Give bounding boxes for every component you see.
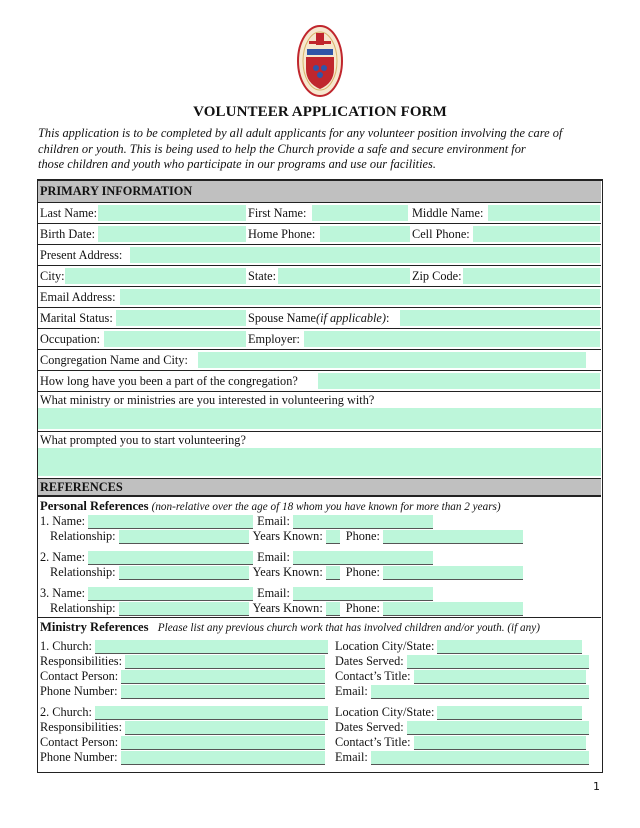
ministry-ref-1-contact-title: Contact’s Title: xyxy=(335,669,586,684)
m1-location-field[interactable] xyxy=(437,640,582,654)
ref3-relationship-field[interactable] xyxy=(119,602,249,616)
email-field[interactable] xyxy=(120,289,600,305)
diocese-seal-icon xyxy=(297,25,343,97)
m2-dates-field[interactable] xyxy=(407,721,589,735)
intro-line: This application is to be completed by all adult applicants for any volunteer position involving the care of xyxy=(38,126,563,140)
ref2-phone-field[interactable] xyxy=(383,566,523,580)
ministries-field[interactable] xyxy=(38,406,601,429)
occupation-field[interactable] xyxy=(104,331,246,347)
ministry-ref-1-responsibilities: Responsibilities: xyxy=(40,654,325,669)
m2-responsibilities-field[interactable] xyxy=(125,721,325,735)
prompted-row xyxy=(38,432,601,479)
congregation-row xyxy=(38,350,601,371)
m1-phone-field[interactable] xyxy=(121,685,325,699)
ref2-years-field[interactable] xyxy=(326,566,340,580)
personal-ref-1-line1: 1. Name: Email: xyxy=(40,514,433,529)
ministry-references xyxy=(38,619,601,773)
ref1-relationship-field[interactable] xyxy=(119,530,249,544)
references-divider xyxy=(38,617,601,618)
dob-phone-row xyxy=(38,224,601,245)
m1-contact-field[interactable] xyxy=(121,670,325,684)
m2-church-field[interactable] xyxy=(95,706,328,720)
ministry-ref-1-dates: Dates Served: xyxy=(335,654,589,669)
address-row xyxy=(38,245,601,266)
ministries-label: What ministry or ministries are you interested in volunteering with? xyxy=(38,392,601,408)
ministry-ref-2-location: Location City/State: xyxy=(335,705,582,720)
home-phone-label: Home Phone: xyxy=(246,224,315,244)
ministry-ref-2-contact: Contact Person: xyxy=(40,735,325,750)
birth-date-field[interactable] xyxy=(98,226,246,242)
m1-contact-title-field[interactable] xyxy=(414,670,586,684)
state-label: State: xyxy=(246,266,276,286)
city-state-zip-row xyxy=(38,266,601,287)
ref3-name-field[interactable] xyxy=(88,587,253,601)
city-field[interactable] xyxy=(64,268,246,284)
zip-code-field[interactable] xyxy=(463,268,600,284)
state-field[interactable] xyxy=(278,268,410,284)
personal-ref-2-line1: 2. Name: Email: xyxy=(40,550,433,565)
prompted-field[interactable] xyxy=(38,446,601,476)
m2-contact-title-field[interactable] xyxy=(414,736,586,750)
last-name-field[interactable] xyxy=(98,205,246,221)
ministry-ref-1-phone: Phone Number: xyxy=(40,684,325,699)
ref1-email-field[interactable] xyxy=(293,515,433,529)
cell-phone-field[interactable] xyxy=(473,226,600,242)
ref1-years-field[interactable] xyxy=(326,530,340,544)
ministry-ref-1-church: 1. Church: xyxy=(40,639,328,654)
section-header-primary: PRIMARY INFORMATION xyxy=(38,181,601,203)
present-address-label: Present Address: xyxy=(38,245,122,265)
personal-ref-1-line2: Relationship: Years Known: Phone: xyxy=(50,529,523,544)
ref3-phone-field[interactable] xyxy=(383,602,523,616)
ref2-name-field[interactable] xyxy=(88,551,253,565)
how-long-label: How long have you been a part of the congregation? xyxy=(38,371,298,391)
m1-responsibilities-field[interactable] xyxy=(125,655,325,669)
personal-references-heading: Personal References (non-relative over the age of 18 whom you have known for more than 2 years) xyxy=(40,499,501,513)
name-row xyxy=(38,203,601,224)
ministry-ref-2-church: 2. Church: xyxy=(40,705,328,720)
first-name-label: First Name: xyxy=(246,203,306,223)
marital-status-field[interactable] xyxy=(116,310,246,326)
ref1-name-field[interactable] xyxy=(88,515,253,529)
congregation-label: Congregation Name and City: xyxy=(38,350,188,370)
marital-row xyxy=(38,308,601,329)
cell-phone-label: Cell Phone: xyxy=(410,224,470,244)
ministry-ref-1-location: Location City/State: xyxy=(335,639,582,654)
occupation-label: Occupation: xyxy=(38,329,100,349)
ministries-row xyxy=(38,392,601,432)
ministry-ref-2-responsibilities: Responsibilities: xyxy=(40,720,325,735)
ministry-references-heading: Ministry References Please list any previous church work that has involved children and/or youth. (if any) xyxy=(40,620,540,634)
ref2-relationship-field[interactable] xyxy=(119,566,249,580)
last-name-label: Last Name: xyxy=(38,203,97,223)
employer-label: Employer: xyxy=(246,329,300,349)
how-long-field[interactable] xyxy=(318,373,600,389)
personal-ref-2-line2: Relationship: Years Known: Phone: xyxy=(50,565,523,580)
ministry-ref-2-phone: Phone Number: xyxy=(40,750,325,765)
personal-ref-3-line2: Relationship: Years Known: Phone: xyxy=(50,601,523,616)
middle-name-field[interactable] xyxy=(488,205,600,221)
prompted-label: What prompted you to start volunteering? xyxy=(38,432,601,448)
zip-code-label: Zip Code: xyxy=(410,266,462,286)
ministry-ref-2-email: Email: xyxy=(335,750,589,765)
personal-ref-3-line1: 3. Name: Email: xyxy=(40,586,433,601)
first-name-field[interactable] xyxy=(312,205,408,221)
m2-phone-field[interactable] xyxy=(121,751,325,765)
m2-email-field[interactable] xyxy=(371,751,589,765)
ref2-email-field[interactable] xyxy=(293,551,433,565)
page-number: 1 xyxy=(593,780,600,793)
city-label: City: xyxy=(38,266,65,286)
birth-date-label: Birth Date: xyxy=(38,224,95,244)
m1-dates-field[interactable] xyxy=(407,655,589,669)
m2-location-field[interactable] xyxy=(437,706,582,720)
present-address-field[interactable] xyxy=(130,247,600,263)
email-label: Email Address: xyxy=(38,287,115,307)
form-title: VOLUNTEER APPLICATION FORM xyxy=(193,104,447,120)
section-header-references: REFERENCES xyxy=(38,479,601,497)
employer-field[interactable] xyxy=(304,331,600,347)
personal-references xyxy=(38,497,601,617)
congregation-field[interactable] xyxy=(198,352,586,368)
intro-line: those children and youth who participate in our programs and use our facilities. xyxy=(38,157,436,172)
marital-status-label: Marital Status: xyxy=(38,308,113,328)
intro-line: children or youth. This is being used to help the Church provide a safe and secure environment for xyxy=(38,141,526,156)
ref1-phone-field[interactable] xyxy=(383,530,523,544)
spouse-name-label: Spouse Name (if applicable) : xyxy=(246,308,389,328)
intro-paragraph xyxy=(38,126,608,173)
m1-church-field[interactable] xyxy=(95,640,328,654)
ref3-email-field[interactable] xyxy=(293,587,433,601)
application-form xyxy=(37,179,603,773)
middle-name-label: Middle Name: xyxy=(410,203,483,223)
ministry-ref-1-email: Email: xyxy=(335,684,589,699)
ministry-ref-1-contact: Contact Person: xyxy=(40,669,325,684)
spouse-name-field[interactable] xyxy=(400,310,600,326)
ministry-ref-2-contact-title: Contact’s Title: xyxy=(335,735,586,750)
ministry-ref-2-dates: Dates Served: xyxy=(335,720,589,735)
how-long-row xyxy=(38,371,601,392)
email-row xyxy=(38,287,601,308)
occupation-row xyxy=(38,329,601,350)
m1-email-field[interactable] xyxy=(371,685,589,699)
home-phone-field[interactable] xyxy=(320,226,410,242)
ref3-years-field[interactable] xyxy=(326,602,340,616)
m2-contact-field[interactable] xyxy=(121,736,325,750)
